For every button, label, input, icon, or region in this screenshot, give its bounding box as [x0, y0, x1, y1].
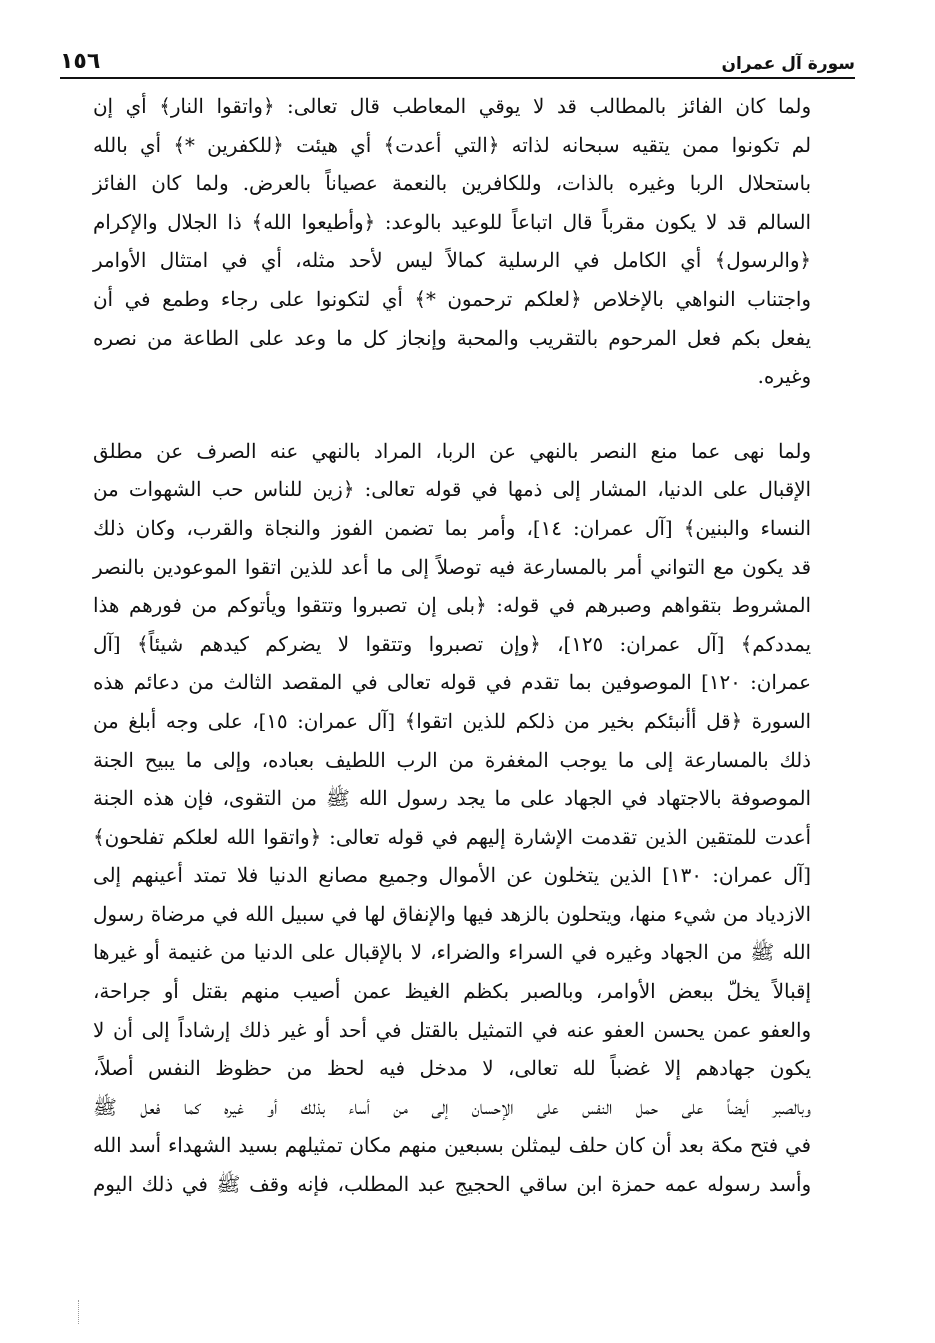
text-line: الإقبال على الدنيا، المشار إلى ذمها في قوله تعالى: ﴿زين للناس حب الشهوات من [93, 478, 811, 502]
paragraph-spacer [93, 397, 855, 433]
running-title: سورة آل عمران [721, 54, 855, 74]
text-line: لم تكونوا ممن يتقيه سبحانه لذاته ﴿التي أعدت﴾ أي هيئت ﴿للكفرين *﴾ أي بالله [93, 133, 811, 157]
text-line: المشروط بتقواهم وصبرهم في قوله: ﴿بلى إن تصبروا وتتقوا ويأتوكم من فورهم هذا [93, 594, 811, 618]
text-line: يفعل بكم فعل المرحوم بالتقريب والمحبة وإنجاز كل ما وعد على الطاعة من نصره [93, 326, 811, 350]
text-line: يمددكم﴾ [آل عمران: ١٢٥]، ﴿وإن تصبروا وتتقوا لا يضركم كيدهم شيئاً﴾ [آل [93, 632, 811, 656]
text-line: [آل عمران: ١٣٠] الذين يتخلون عن الأموال وجميع مصانع الدنيا فلا تمتد أعينهم إلى [93, 864, 811, 888]
text-line: يكون جهادهم إلا غضباً لله تعالى، لا مدخل فيه لحظ من حظوظ النفس أصلاً، [93, 1057, 811, 1081]
scan-margin-mark [78, 1300, 80, 1324]
text-line: ذلك بالمسارعة إلى ما يوجب المغفرة من الرب اللطيف بعباده، وإلى ما يبيح الجنة [93, 748, 811, 772]
paragraph-2 [93, 433, 855, 1205]
text-line: وغيره. [757, 365, 811, 389]
text-line: ﴿والرسول﴾ أي الكامل في الرسلية كمالاً ليس لأحد مثله، أي في امتثال الأوامر [93, 249, 811, 273]
text-line: السورة ﴿قل أأنبئكم بخير من ذلكم للذين اتقوا﴾ [آل عمران: ١٥]، على وجه أبلغ من [93, 709, 811, 733]
paragraph-1 [93, 88, 855, 397]
page-number: ١٥٦ [60, 49, 101, 74]
text-line: الموصوفة بالاجتهاد في الجهاد على ما يجد رسول الله ﷺ من التقوى، فإن هذه الجنة [93, 787, 811, 811]
text-line: الازدياد من شيء منها، ويتحلون بالزهد فيها والإنفاق لها في سبيل الله في مرضاة رسول [93, 902, 811, 926]
text-line: عمران: ١٢٠] الموصوفين بما تقدم في قوله تعالى في المقصد الثالث من دعائم هذه [93, 671, 811, 695]
text-line: ولما نهى عما منع النصر بالنهي عن الربا، المراد بالنهي عنه الصرف عن مطلق [93, 439, 811, 463]
page-body [93, 88, 855, 1205]
text-line: إقبالاً يخلّ ببعض الأوامر، وبالصبر بكظم الغيظ عمن أصيب منهم بقتل أو جراحة، [93, 980, 811, 1004]
text-line: في فتح مكة بعد أن كان حلف ليمثلن بسبعين منهم مكان تمثيلهم بسيد الشهداء أسد الله [93, 1134, 811, 1158]
text-line: والعفو عمن يحسن العفو عنه في التمثيل بالقتل في أحد أو غير ذلك إرشاداً إلى أن لا [93, 1018, 811, 1042]
text-line: الله ﷺ من الجهاد وغيره في السراء والضراء، لا بالإقبال على الدنيا من غنيمة أو غيرها [93, 941, 811, 965]
text-line: وأسد رسوله عمه حمزة ابن ساقي الحجيج عبد المطلب، فإنه وقف ﷺ في ذلك اليوم [93, 1173, 811, 1197]
text-line: باستحلال الربا وغيره بالذات، وللكافرين بالنعمة عصياناً بالعرض. ولما كان الفائز [93, 172, 811, 196]
page-header [60, 40, 855, 79]
text-line: أعدت للمتقين الذين تقدمت الإشارة إليهم في قوله تعالى: ﴿واتقوا الله لعلكم تفلحون﴾ [93, 825, 811, 849]
text-line: السالم قد لا يكون مقرباً قال اتباعاً للوعيد بالوعد: ﴿وأطيعوا الله﴾ ذا الجلال والإكرام [93, 210, 811, 234]
text-line: واجتناب النواهي بالإخلاص ﴿لعلكم ترحمون *﴾ أي لتكونوا على رجاء وطمع في أن [93, 287, 811, 311]
text-line: ولما كان الفائز بالمطالب قد لا يوقي المعاطب قال تعالى: ﴿واتقوا النار﴾ أي إن [93, 95, 811, 118]
text-line: وبالصبر أيضاً على حمل النفس على الإحسان إلى من أساء بذلك أو غيره كما فعل ﷺ [93, 1095, 811, 1119]
text-line: النساء والبنين﴾ [آل عمران: ١٤]، وأمر بما تضمن الفوز والنجاة والقرب، وكان ذلك [93, 516, 811, 540]
text-line: قد يكون مع التواني أمر بالمسارعة فيه توصلاً إلى ما أعد للذين اتقوا الموعودين بالنصر [93, 555, 811, 579]
